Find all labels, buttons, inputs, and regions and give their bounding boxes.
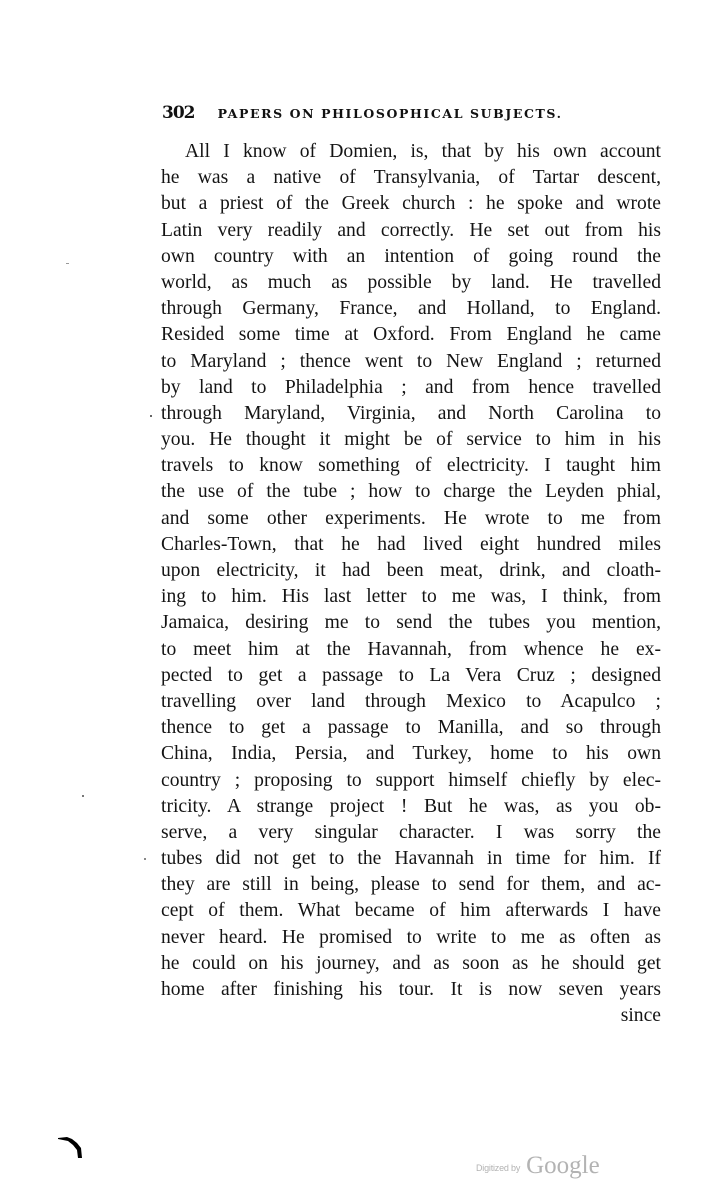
scan-speck: [66, 263, 69, 264]
running-title: PAPERS ON PHILOSOPHICAL SUBJECTS.: [217, 106, 563, 121]
text-line: China, India, Persia, and Turkey, home to his own: [161, 743, 661, 765]
text-line: All I know of Domien, is, that by his own account: [185, 141, 661, 162]
page-number: 302: [162, 103, 195, 123]
body-text: [161, 139, 661, 1029]
text-line: he could on his journey, and as soon as he should get: [161, 952, 661, 974]
running-head: [162, 103, 662, 125]
text-line: travels to know something of electricity. I taught him: [161, 455, 661, 477]
text-line: pected to get a passage to La Vera Cruz ; designed: [161, 664, 661, 686]
text-line: the use of the tube ; how to charge the Leyden phial,: [161, 481, 661, 503]
text-line: upon electricity, it had been meat, drink, and cloath-: [161, 560, 661, 581]
page-corner-mark-icon: [55, 1136, 91, 1160]
text-line: but a priest of the Greek church : he spoke and wrote: [161, 193, 661, 215]
text-line: cept of them. What became of him afterwards I have: [161, 900, 661, 922]
text-line: by land to Philadelphia ; and from hence travelled: [161, 376, 661, 398]
text-line: Charles-Town, that he had lived eight hundred miles: [161, 533, 661, 555]
text-line: own country with an intention of going round the: [161, 245, 661, 267]
text-line: they are still in being, please to send for them, and ac-: [161, 874, 661, 896]
text-line: travelling over land through Mexico to Acapulco ;: [161, 690, 661, 712]
text-line: tricity. A strange project ! But he was, as you ob-: [161, 795, 661, 817]
text-line: thence to get a passage to Manilla, and so through: [161, 717, 661, 739]
digitized-by-google-watermark: [476, 1152, 626, 1182]
text-line: world, as much as possible by land. He travelled: [161, 271, 661, 293]
scan-speck: [82, 795, 84, 797]
text-line: Latin very readily and correctly. He set out from his: [161, 219, 661, 241]
text-line: through Maryland, Virginia, and North Carolina to: [161, 402, 661, 424]
text-line: home after finishing his tour. It is now seven years: [161, 979, 661, 1000]
text-line: through Germany, France, and Holland, to England.: [161, 298, 661, 320]
watermark-brand: Google: [526, 1152, 600, 1179]
text-line: tubes did not get to the Havannah in time for him. If: [161, 848, 661, 870]
text-line: you. He thought it might be of service to him in his: [161, 429, 661, 451]
text-line: Jamaica, desiring me to send the tubes you mention,: [161, 612, 661, 634]
text-line: ing to him. His last letter to me was, I think, from: [161, 586, 661, 608]
text-line: to meet him at the Havannah, from whence he ex-: [161, 638, 661, 660]
text-line: country ; proposing to support himself chiefly by elec-: [161, 769, 661, 791]
scan-speck: [144, 858, 146, 860]
text-line: to Maryland ; thence went to New England ; returned: [161, 350, 661, 372]
scan-speck: [150, 415, 152, 417]
text-line: and some other experiments. He wrote to me from: [161, 507, 661, 529]
text-line: he was a native of Transylvania, of Tartar descent,: [161, 167, 661, 189]
text-line: Resided some time at Oxford. From England he came: [161, 324, 661, 346]
watermark-prefix: Digitized by: [476, 1163, 521, 1173]
catchword: since: [620, 1005, 661, 1027]
text-line: never heard. He promised to write to me as often as: [161, 926, 661, 948]
text-line: serve, a very singular character. I was sorry the: [161, 821, 661, 843]
